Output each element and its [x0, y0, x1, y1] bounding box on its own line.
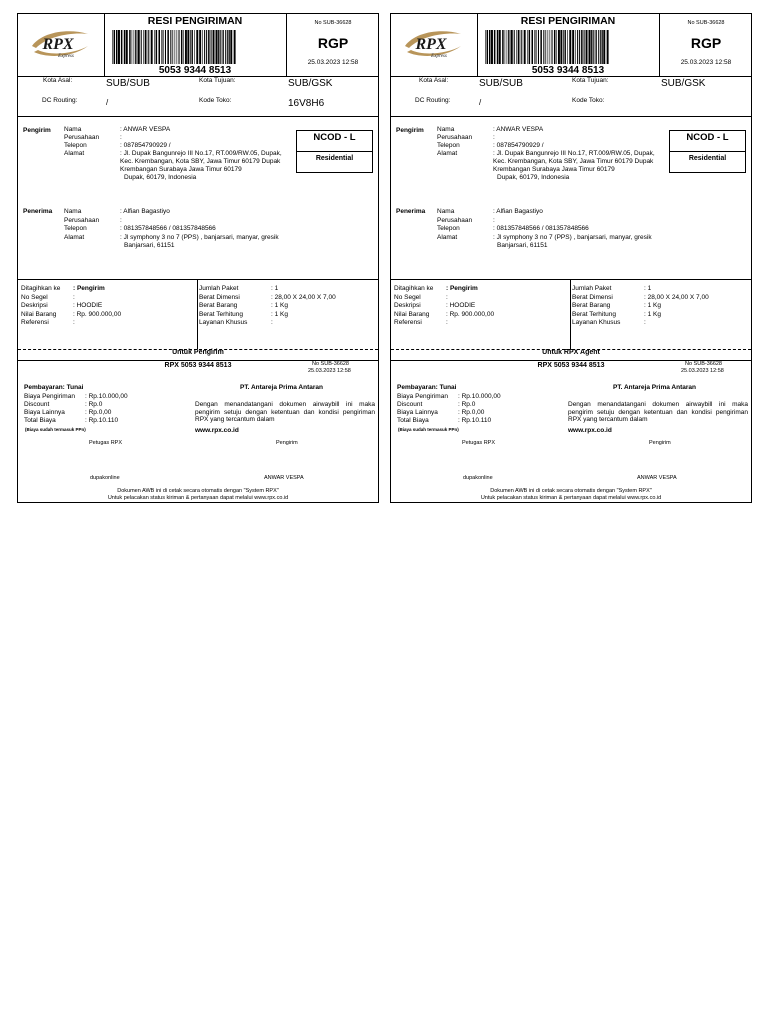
- print-datetime-2: 25.03.2023 12:58: [681, 368, 724, 374]
- ditagihkan-value: : Pengirim: [73, 285, 105, 292]
- service-code: RGP: [690, 35, 722, 51]
- petugas-name: dupakonline: [90, 475, 120, 481]
- deskripsi-value: : HOODIE: [73, 302, 103, 309]
- penerima-label: Penerima: [396, 208, 426, 215]
- payment-method: Pembayaran: Tunai: [397, 384, 457, 391]
- dimensi-value: : 28,00 X 24,00 X 7,00: [644, 293, 709, 301]
- sender-name: : ANWAR VESPA: [493, 126, 544, 133]
- ditagihkan-value: : Pengirim: [446, 285, 478, 292]
- penerima-label: Penerima: [23, 208, 53, 215]
- cod-label: NCOD - L: [686, 132, 729, 143]
- kode-toko-label: Kode Toko:: [572, 97, 605, 104]
- cost-values: : Rp.10.000,00 : Rp.0 : Rp.0,00 : Rp.10.110: [85, 393, 128, 424]
- cost-labels: Biaya Pengiriman Discount Biaya Lainnya Total Biaya: [24, 393, 75, 424]
- pengirim-sign-label: Pengirim: [276, 440, 298, 446]
- nilai-value: : Rp. 900.000,00: [446, 310, 495, 318]
- receiver-address-2: Banjarsari, 61151: [124, 242, 175, 249]
- kota-asal-value: SUB/SUB: [479, 78, 523, 89]
- receiver-name: : Alfian Bagastiyo: [120, 208, 170, 215]
- footer-line-2: Untuk pelacakan status kiriman & pertanyaan dapat melalui www.rpx.co.id: [107, 495, 289, 501]
- kode-toko-label: Kode Toko:: [199, 97, 232, 104]
- deskripsi-value: : HOODIE: [446, 302, 476, 309]
- petugas-name: dupakonline: [463, 475, 493, 481]
- sender-address-2: Dupak, 60179, Indonesia: [497, 174, 570, 181]
- receipt-title: RESI PENGIRIMAN: [147, 15, 243, 27]
- rpx-awb: RPX 5053 9344 8513: [537, 362, 605, 369]
- total-cost: : Rp.10.110: [458, 417, 492, 424]
- sender-address: : Jl. Dupak Bangunrejo III No.17, RT.009/RW.05, Dupak, Kec. Krembangan, Kota SBY, Jawa Timur 60179 Dupak Krembangan Surabaya Jawa Timur 60179: [493, 150, 655, 173]
- dimensi-value: : 28,00 X 24,00 X 7,00: [271, 293, 336, 301]
- logo-text: RPX: [415, 36, 447, 53]
- sender-name: : ANWAR VESPA: [120, 126, 171, 133]
- rpx-logo-icon: [401, 24, 466, 64]
- pengirim-label: Pengirim: [23, 127, 51, 134]
- dc-routing-label: DC Routing:: [415, 97, 451, 104]
- sender-phone: : 087854790929 /: [120, 142, 171, 149]
- kota-asal-label: Kota Asal:: [43, 77, 73, 84]
- residential-label: Residential: [315, 155, 354, 162]
- kota-tujuan-value: SUB/GSK: [288, 78, 333, 89]
- shipment-no: No SUB-36628: [687, 20, 725, 26]
- logo-subtext: Express: [431, 54, 447, 59]
- print-datetime: 25.03.2023 12:58: [307, 59, 359, 66]
- cost-labels: Biaya Pengiriman Discount Biaya Lainnya Total Biaya: [397, 393, 448, 424]
- service-code: RGP: [317, 35, 349, 51]
- rpx-logo-icon: [28, 24, 93, 64]
- receiver-details: [120, 208, 370, 251]
- sender-details: [120, 126, 288, 182]
- kota-tujuan-label: Kota Tujuan:: [199, 77, 236, 84]
- sender-address-2: Dupak, 60179, Indonesia: [124, 174, 197, 181]
- kota-tujuan-value: SUB/GSK: [661, 78, 706, 89]
- receiver-address: : Jl symphony 3 no 7 (PPS) , banjarsari, manyar, gresik: [120, 233, 279, 241]
- billing-values: : Pengirim : : HOODIE : Rp. 900.000,00 :: [73, 285, 122, 326]
- pengirim-sign-label: Pengirim: [649, 440, 671, 446]
- dc-routing-label: DC Routing:: [42, 97, 78, 104]
- kota-asal-label: Kota Asal:: [419, 77, 449, 84]
- sender-company: :: [120, 134, 122, 141]
- package-values: : 1 : 28,00 X 24,00 X 7,00 : 1 Kg : 1 Kg :: [644, 285, 709, 326]
- cod-box: [296, 130, 373, 173]
- pengirim-sign-name: ANWAR VESPA: [264, 475, 304, 481]
- logo-text: RPX: [42, 36, 74, 53]
- awb-barcode-icon: [484, 30, 610, 64]
- shipment-no-2: No SUB-36628: [685, 361, 722, 367]
- billing-labels: Ditagihkan ke No Segel Deskripsi Nilai Barang Referensi: [394, 285, 434, 326]
- agreement-text: Dengan menandatangani dokumen airwaybill ini maka pengirim setuju dengan ketentuan dan kondisi pengiriman RPX yang tercantum dalam: [568, 401, 748, 423]
- receiver-company: :: [120, 216, 122, 224]
- receiver-address-2: Banjarsari, 61151: [497, 242, 548, 249]
- receiver-company: :: [493, 216, 495, 224]
- pengirim-sign-name: ANWAR VESPA: [637, 475, 677, 481]
- print-datetime-2: 25.03.2023 12:58: [308, 368, 351, 374]
- petugas-label: Petugas RPX: [89, 440, 123, 446]
- billing-values: : Pengirim : : HOODIE : Rp. 900.000,00 :: [446, 285, 495, 326]
- dc-routing-value: /: [479, 98, 482, 107]
- package-values: : 1 : 28,00 X 24,00 X 7,00 : 1 Kg : 1 Kg :: [271, 285, 336, 326]
- sender-address: : Jl. Dupak Bangunrejo III No.17, RT.009/RW.05, Dupak, Kec. Krembangan, Kota SBY, Jawa Timur 60179 Dupak Krembangan Surabaya Jawa Timur 60179: [120, 150, 282, 173]
- receiver-details: [493, 208, 743, 251]
- kota-asal-value: SUB/SUB: [106, 78, 150, 89]
- nilai-value: : Rp. 900.000,00: [73, 310, 122, 318]
- sender-details: [493, 126, 661, 182]
- receiver-address: : Jl symphony 3 no 7 (PPS) , banjarsari, manyar, gresik: [493, 233, 652, 241]
- dc-routing-value: /: [106, 98, 109, 107]
- sender-field-labels: Nama Perusahaan Telepon Alamat: [437, 126, 473, 157]
- receiver-field-labels: Nama Perusahaan Telepon Alamat: [437, 208, 473, 241]
- awb-number: 5053 9344 8513: [531, 65, 605, 76]
- shipment-no-2: No SUB-36628: [312, 361, 349, 367]
- receiver-name: : Alfian Bagastiyo: [493, 208, 543, 215]
- company-name: PT. Antareja Prima Antaran: [240, 384, 323, 391]
- copy-label: Untuk Pengirim: [172, 349, 224, 356]
- awb-ticket-sender-copy: [17, 13, 379, 503]
- website-link[interactable]: www.rpx.co.id: [568, 427, 612, 434]
- footer-line-1: Dokumen AWB ini di cetak secara otomatis dengan "System RPX": [117, 488, 279, 494]
- package-labels: Jumlah Paket Berat Dimensi Berat Barang Berat Terhitung Layanan Khusus: [199, 285, 248, 326]
- ppn-note: (Biaya sudah termasuk PPn): [398, 427, 459, 432]
- copy-label: Untuk RPX Agent: [542, 349, 600, 356]
- logo-subtext: Express: [58, 54, 74, 59]
- total-cost: : Rp.10.110: [85, 417, 119, 424]
- sender-field-labels: Nama Perusahaan Telepon Alamat: [64, 126, 100, 157]
- receiver-phone: : 081357848566 / 081357848566: [493, 225, 589, 232]
- receipt-title: RESI PENGIRIMAN: [520, 15, 616, 27]
- petugas-label: Petugas RPX: [462, 440, 496, 446]
- footer-line-2: Untuk pelacakan status kiriman & pertanyaan dapat melalui www.rpx.co.id: [480, 495, 662, 501]
- pengirim-label: Pengirim: [396, 127, 424, 134]
- sender-phone: : 087854790929 /: [493, 142, 544, 149]
- cod-box: [669, 130, 746, 173]
- awb-ticket-agent-copy: [390, 13, 752, 503]
- company-name: PT. Antareja Prima Antaran: [613, 384, 696, 391]
- website-link[interactable]: www.rpx.co.id: [195, 427, 239, 434]
- payment-method: Pembayaran: Tunai: [24, 384, 84, 391]
- billing-labels: Ditagihkan ke No Segel Deskripsi Nilai Barang Referensi: [21, 285, 61, 326]
- residential-label: Residential: [688, 155, 727, 162]
- shipment-no: No SUB-36628: [314, 20, 352, 26]
- cost-values: : Rp.10.000,00 : Rp.0 : Rp.0,00 : Rp.10.110: [458, 393, 501, 424]
- package-labels: Jumlah Paket Berat Dimensi Berat Barang Berat Terhitung Layanan Khusus: [572, 285, 621, 326]
- awb-number: 5053 9344 8513: [158, 65, 232, 76]
- ppn-note: (Biaya sudah termasuk PPn): [25, 427, 86, 432]
- footer-line-1: Dokumen AWB ini di cetak secara otomatis dengan "System RPX": [490, 488, 652, 494]
- print-datetime: 25.03.2023 12:58: [680, 59, 732, 66]
- cod-label: NCOD - L: [313, 132, 356, 143]
- awb-barcode-icon: [111, 30, 237, 64]
- kode-toko-value: 16V8H6: [288, 98, 325, 109]
- agreement-text: Dengan menandatangani dokumen airwaybill ini maka pengirim setuju dengan ketentuan dan kondisi pengiriman RPX yang tercantum dalam: [195, 401, 375, 423]
- receiver-phone: : 081357848566 / 081357848566: [120, 225, 216, 232]
- receiver-field-labels: Nama Perusahaan Telepon Alamat: [64, 208, 100, 241]
- rpx-awb: RPX 5053 9344 8513: [164, 362, 232, 369]
- kota-tujuan-label: Kota Tujuan:: [572, 77, 609, 84]
- sender-company: :: [493, 134, 495, 141]
